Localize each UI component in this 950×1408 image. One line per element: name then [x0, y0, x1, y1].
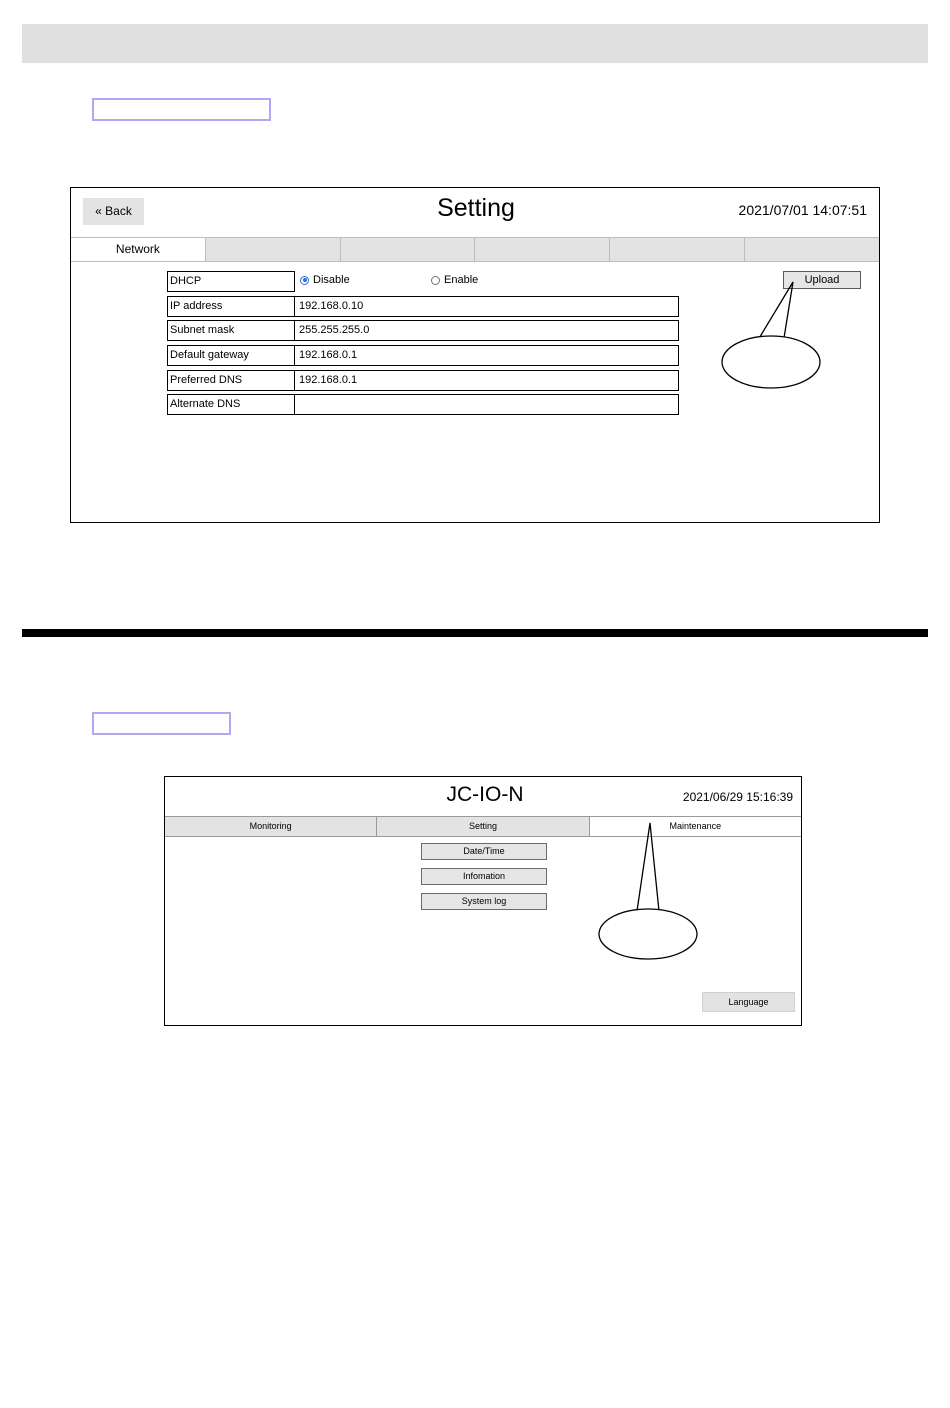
device-title: JC-IO-N — [446, 783, 524, 806]
datetime-display: 2021/06/29 15:16:39 — [682, 790, 793, 804]
upload-callout — [722, 282, 820, 388]
preferred-dns-label: Preferred DNS — [167, 370, 295, 391]
date-time-button[interactable]: Date/Time — [421, 843, 547, 860]
subnet-mask-field[interactable]: 255.255.255.0 — [294, 320, 679, 341]
page-title: Setting — [437, 194, 515, 222]
tab-network[interactable]: Network — [71, 238, 205, 261]
system-log-button[interactable]: System log — [421, 893, 547, 910]
preferred-dns-field[interactable]: 192.168.0.1 — [294, 370, 679, 391]
ip-address-field[interactable]: 192.168.0.10 — [294, 296, 679, 317]
information-button[interactable]: Infomation — [421, 868, 547, 885]
dhcp-label: DHCP — [167, 271, 295, 292]
default-gateway-label: Default gateway — [167, 345, 295, 366]
default-gateway-field[interactable]: 192.168.0.1 — [294, 345, 679, 366]
back-button[interactable]: « Back — [83, 198, 144, 225]
alternate-dns-label: Alternate DNS — [167, 394, 295, 415]
subnet-mask-label: Subnet mask — [167, 320, 295, 341]
ip-address-label: IP address — [167, 296, 295, 317]
maintenance-callout — [599, 823, 697, 959]
tab-monitoring[interactable]: Monitoring — [165, 817, 376, 836]
language-button[interactable]: Language — [702, 992, 795, 1012]
dhcp-enable-label: Enable — [444, 274, 479, 286]
tab-setting[interactable]: Setting — [376, 817, 588, 836]
datetime-display: 2021/07/01 14:07:51 — [738, 202, 867, 218]
upload-button[interactable]: Upload — [783, 271, 861, 289]
dhcp-disable-label: Disable — [313, 274, 350, 286]
tab-maintenance[interactable]: Maintenance — [589, 817, 801, 836]
